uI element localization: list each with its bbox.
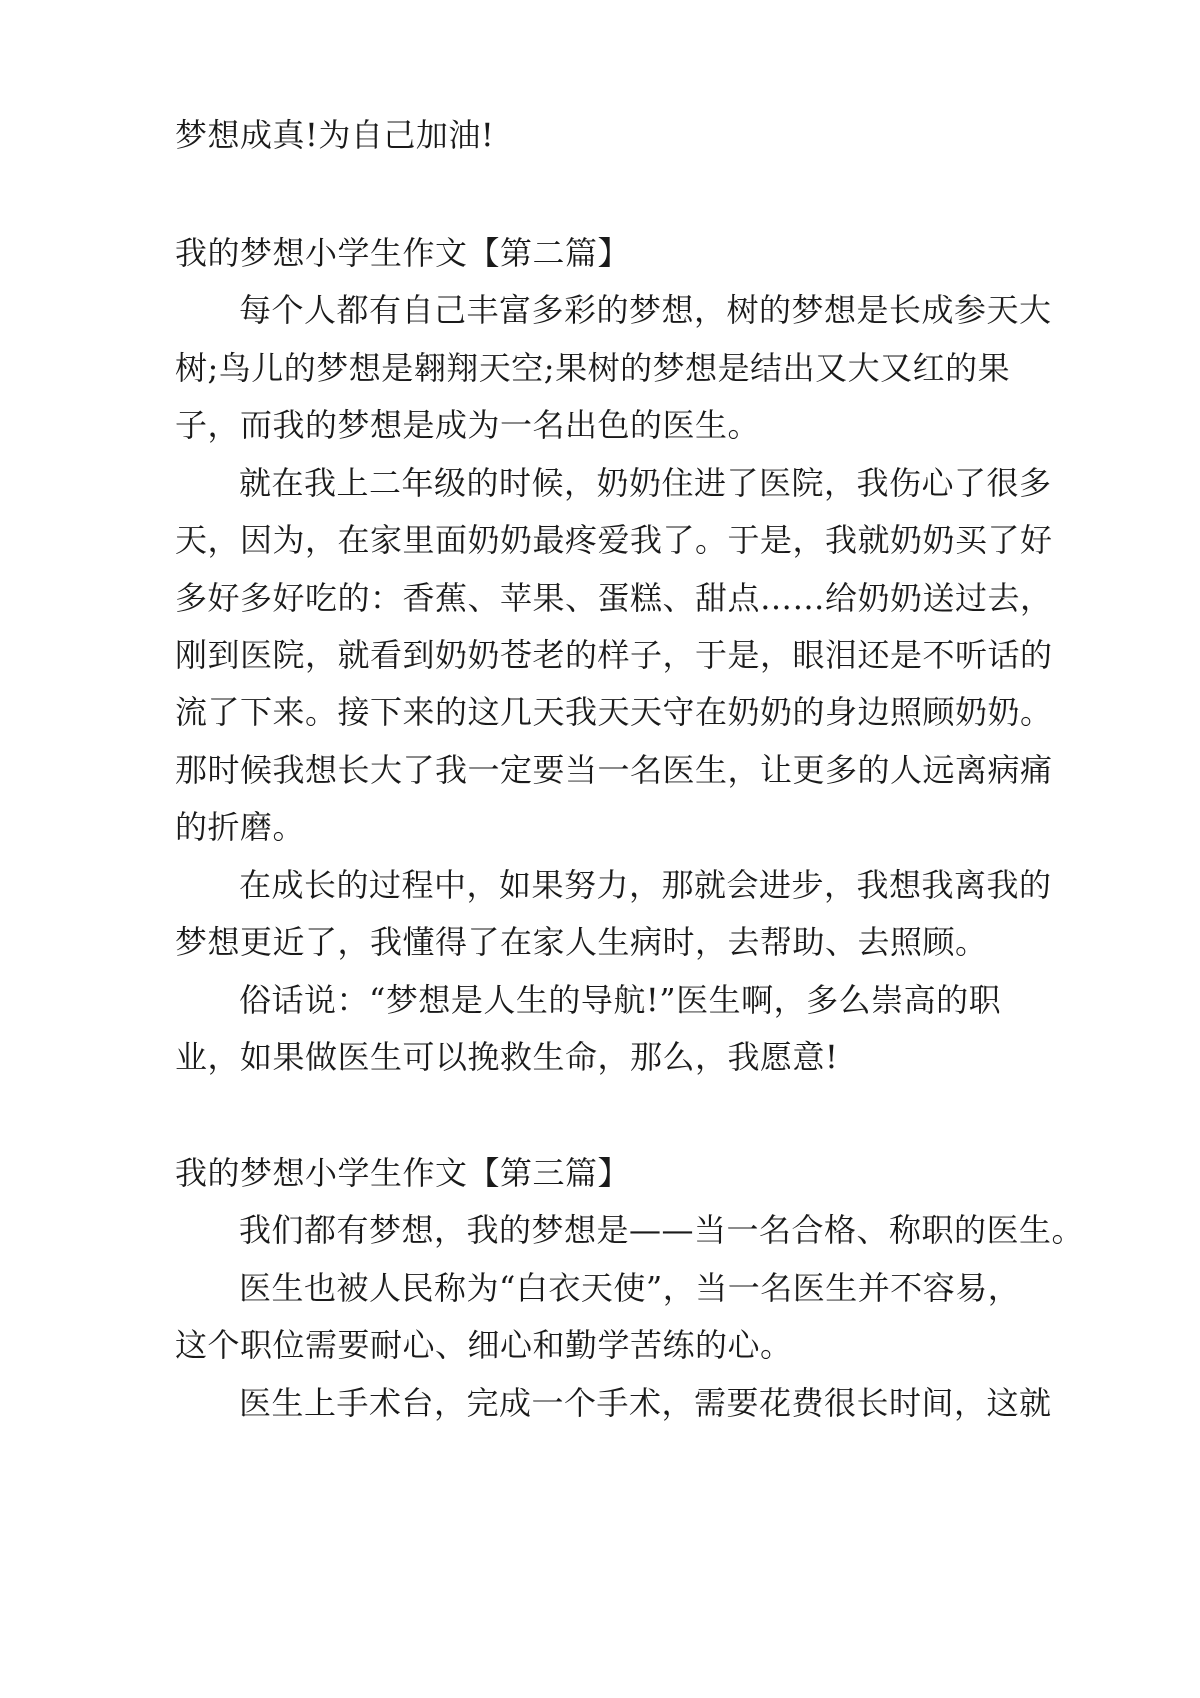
- paragraph-line: 在成长的过程中，如果努力，那就会进步，我想我离我的: [239, 866, 1052, 904]
- paragraph-line: 医生也被人民称为“白衣天使”，当一名医生并不容易，: [239, 1269, 1021, 1307]
- section-heading: 我的梦想小学生作文【第二篇】: [175, 234, 631, 272]
- paragraph-line: 那时候我想长大了我一定要当一名医生，让更多的人远离病痛: [175, 751, 1053, 789]
- paragraph-line: 多好多好吃的：香蕉、苹果、蛋糕、甜点……给奶奶送过去，: [175, 579, 1053, 617]
- paragraph-line: 流了下来。接下来的这几天我天天守在奶奶的身边照顾奶奶。: [175, 693, 1053, 731]
- paragraph-line: 这个职位需要耐心、细心和勤学苦练的心。: [175, 1326, 793, 1364]
- paragraph-line: 的折磨。: [175, 808, 306, 846]
- paragraph-line: 梦想更近了，我懂得了在家人生病时，去帮助、去照顾。: [175, 923, 988, 961]
- paragraph-line: 医生上手术台，完成一个手术，需要花费很长时间，这就: [239, 1384, 1052, 1422]
- paragraph-line: 每个人都有自己丰富多彩的梦想，树的梦想是长成参天大: [239, 291, 1052, 329]
- paragraph-line: 刚到医院，就看到奶奶苍老的样子，于是，眼泪还是不听话的: [175, 636, 1053, 674]
- section-heading: 我的梦想小学生作文【第三篇】: [175, 1154, 631, 1192]
- paragraph-line: 我们都有梦想，我的梦想是——当一名合格、称职的医生。: [239, 1211, 1085, 1249]
- paragraph-line: 业，如果做医生可以挽救生命，那么，我愿意!: [175, 1038, 839, 1076]
- top-line: 梦想成真!为自己加油!: [175, 116, 495, 154]
- paragraph-line: 俗话说：“梦想是人生的导航!”医生啊，多么崇高的职: [239, 981, 1002, 1019]
- paragraph-line: 就在我上二年级的时候，奶奶住进了医院，我伤心了很多: [239, 464, 1052, 502]
- paragraph-line: 树;鸟儿的梦想是翱翔天空;果树的梦想是结出又大又红的果: [175, 349, 1011, 387]
- paragraph-line: 天，因为，在家里面奶奶最疼爱我了。于是，我就奶奶买了好: [175, 521, 1053, 559]
- paragraph-line: 子，而我的梦想是成为一名出色的医生。: [175, 406, 761, 444]
